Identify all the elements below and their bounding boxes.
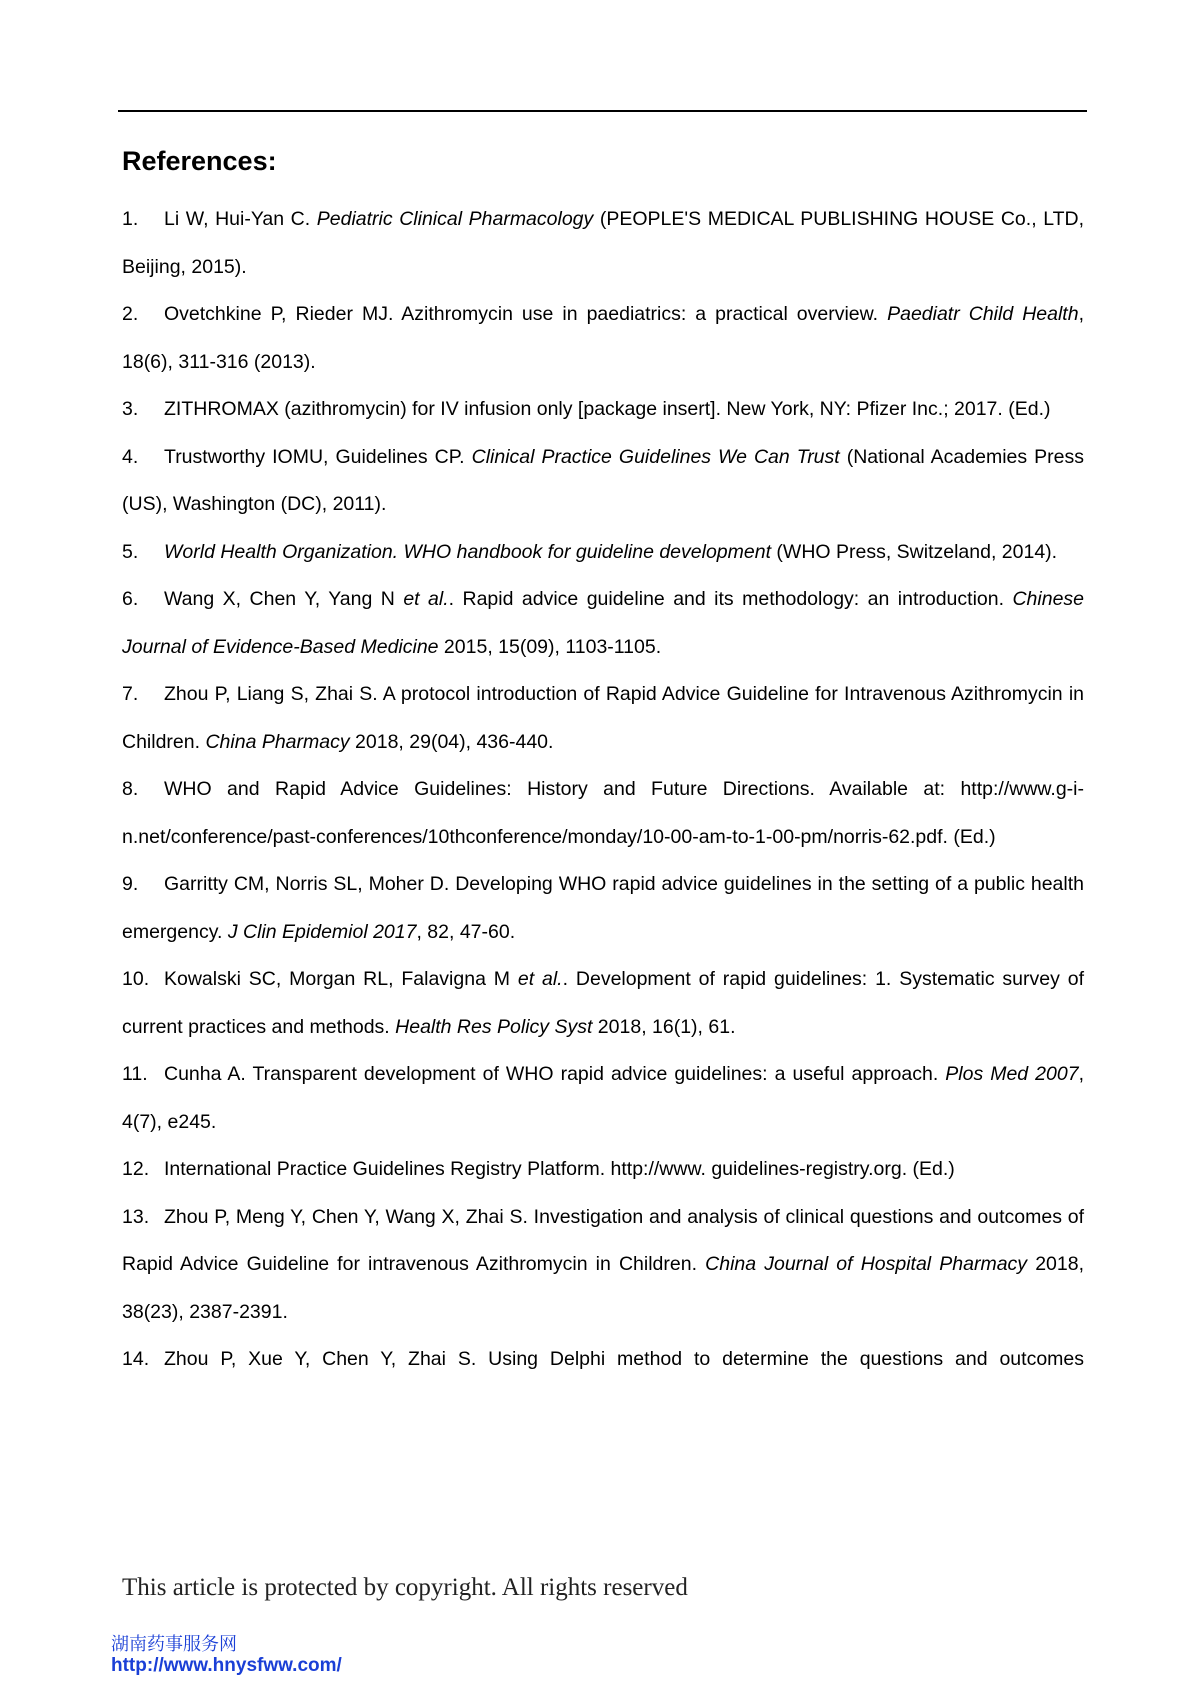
reference-item [122,529,1084,577]
reference-text: 2018, 16(1), 61. [592,1015,736,1038]
reference-number: 5. [122,540,139,563]
reference-number: 13. [122,1205,150,1228]
reference-item [122,956,1084,1051]
references-list [122,196,1084,1384]
reference-text: 2018, 38(23), 2387-2391. [122,1253,1084,1323]
reference-text: Zhou P, Meng Y, Chen Y, Wang X, Zhai S. Investigation and analysis of clinical questions and outcomes of Rapid Advice Guideline for intravenous Azithromycin in Children. [122,1205,1084,1275]
reference-text: ZITHROMAX (azithromycin) for IV infusion only [package insert]. New York, NY: Pfizer Inc.; 2017. (Ed.) [164,398,1051,420]
reference-item [122,1051,1084,1146]
reference-italic-text: et al. [403,588,449,610]
reference-item [122,434,1084,529]
reference-text: (National Academies Press (US), Washington (DC), 2011). [122,445,1084,515]
reference-italic-text: Plos Med 2007 [945,1063,1079,1085]
reference-italic-text: Paediatr Child Health [887,303,1079,325]
reference-italic-text: Pediatric Clinical Pharmacology [316,208,594,230]
reference-text: Garritty CM, Norris SL, Moher D. Developing WHO rapid advice guidelines in the setting of a public health emergency. [122,873,1084,943]
reference-italic-text: China Pharmacy [205,730,350,753]
reference-text: Li W, Hui-Yan C. [164,208,317,230]
reference-number: 1. [122,208,139,230]
reference-text: Cunha A. Transparent development of WHO rapid advice guidelines: a useful approach. [164,1063,946,1085]
reference-text: Kowalski SC, Morgan RL, Falavigna M [164,968,518,990]
reference-item [122,1146,1084,1194]
reference-italic-text: Clinical Practice Guidelines We Can Trust [471,445,840,468]
reference-number: 7. [122,683,139,705]
reference-italic-text: Health Res Policy Syst [395,1015,593,1038]
reference-number: 2. [122,303,139,325]
reference-text: , 4(7), e245. [122,1063,1084,1133]
reference-number: 6. [122,588,139,610]
copyright-notice: This article is protected by copyright. All rights reserved [122,1574,688,1601]
reference-item [122,1336,1084,1384]
reference-text: , 18(6), 311-316 (2013). [122,303,1084,373]
reference-text: Zhou P, Xue Y, Chen Y, Zhai S. Using Delphi method to determine the questions and outcomes [164,1348,1084,1370]
reference-text: (PEOPLE'S MEDICAL PUBLISHING HOUSE Co., LTD, Beijing, 2015). [122,208,1085,278]
reference-item [122,671,1084,766]
reference-text: 2015, 15(09), 1103-1105. [438,635,662,658]
reference-number: 4. [122,445,139,468]
reference-number: 8. [122,778,139,800]
reference-italic-text: China Journal of Hospital Pharmacy [705,1253,1028,1275]
reference-italic-text: World Health Organization. WHO handbook for guideline development [164,540,771,563]
reference-number: 14. [122,1348,150,1370]
reference-text: , 82, 47-60. [416,920,516,943]
reference-number: 11. [122,1063,148,1085]
reference-number: 3. [122,398,139,420]
reference-text: International Practice Guidelines Registry Platform. http://www. guidelines-registry.org. (Ed.) [164,1158,955,1180]
reference-text: Wang X, Chen Y, Yang N [164,588,404,610]
reference-text: . Rapid advice guideline and its methodology: an introduction. [448,588,1013,610]
reference-text: WHO and Rapid Advice Guidelines: History and Future Directions. Available at: http://www.g-i-n.net/conference/past-conferences/10thconference/monday/10-00-am-to-1-00-pm/norris-62.pdf. (Ed.) [122,778,1084,848]
watermark-site-name: 湖南药事服务网 [111,1634,237,1655]
reference-text: Trustworthy IOMU, Guidelines CP. [164,445,472,468]
reference-item [122,1194,1084,1337]
reference-text: Zhou P, Liang S, Zhai S. A protocol introduction of Rapid Advice Guideline for Intravenous Azithromycin in Children. [122,683,1084,753]
reference-italic-text: J Clin Epidemiol 2017 [227,920,417,943]
reference-number: 10. [122,968,150,990]
reference-text: . Development of rapid guidelines: 1. Systematic survey of current practices and methods. [122,968,1084,1038]
reference-italic-text: Chinese Journal of Evidence-Based Medicine [122,588,1085,658]
reference-text: 2018, 29(04), 436-440. [349,730,554,753]
reference-text: Ovetchkine P, Rieder MJ. Azithromycin use in paediatrics: a practical overview. [164,303,888,325]
watermark-site-url[interactable]: http://www.hnysfww.com/ [111,1655,342,1676]
reference-item [122,766,1084,861]
reference-italic-text: et al. [517,968,563,990]
reference-text: (WHO Press, Switzeland, 2014). [771,540,1058,563]
reference-item [122,291,1084,386]
reference-number: 12. [122,1158,150,1180]
reference-number: 9. [122,873,139,895]
reference-item [122,861,1084,956]
reference-item [122,576,1084,671]
reference-item [122,386,1084,434]
references-heading: References: [122,146,277,176]
reference-item [122,196,1084,291]
header-rule [118,110,1087,112]
